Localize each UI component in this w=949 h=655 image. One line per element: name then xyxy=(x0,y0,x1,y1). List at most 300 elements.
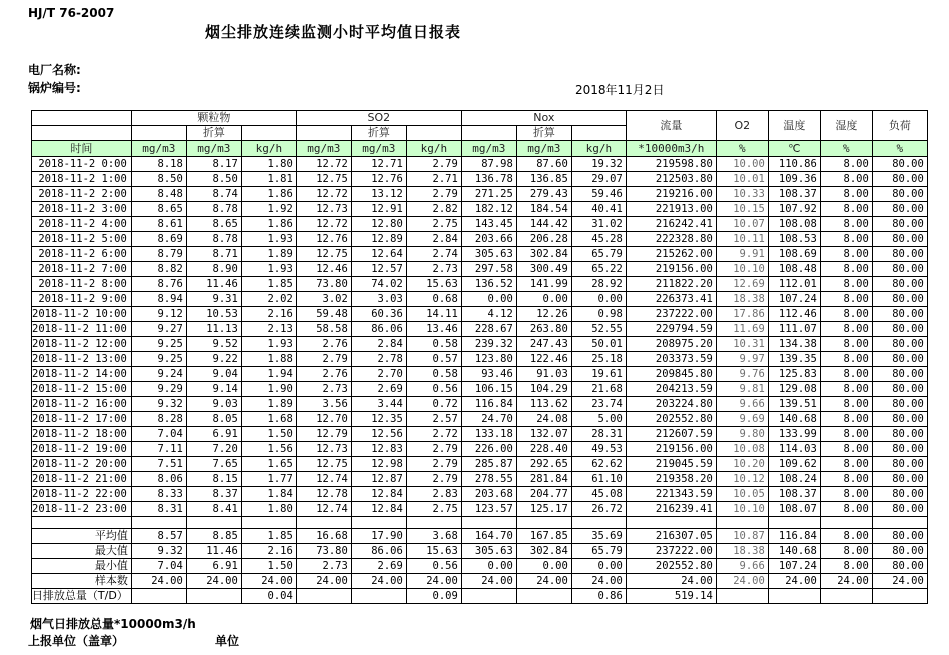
summary-value-cell: 237222.00 xyxy=(626,544,716,559)
value-cell: 0.68 xyxy=(406,292,461,307)
time-cell: 2018-11-2 22:00 xyxy=(32,487,132,502)
value-cell: 7.65 xyxy=(186,457,241,472)
value-cell: 1.89 xyxy=(241,397,296,412)
value-cell: 108.24 xyxy=(768,472,820,487)
table-row xyxy=(32,277,928,292)
summary-value-cell: 18.38 xyxy=(716,544,768,559)
value-cell: 9.22 xyxy=(186,352,241,367)
value-cell: 8.94 xyxy=(131,292,186,307)
value-cell: 2.79 xyxy=(406,187,461,202)
value-cell: 8.00 xyxy=(820,157,872,172)
unit-cell: mg/m3 xyxy=(131,141,186,157)
spacer-cell xyxy=(571,517,626,529)
unit-cell: mg/m3 xyxy=(516,141,571,157)
table-row xyxy=(32,397,928,412)
value-cell: 80.00 xyxy=(872,502,927,517)
value-cell: 8.00 xyxy=(820,307,872,322)
value-cell: 12.71 xyxy=(351,157,406,172)
value-cell: 0.00 xyxy=(516,292,571,307)
time-cell: 2018-11-2 16:00 xyxy=(32,397,132,412)
value-cell: 8.00 xyxy=(820,277,872,292)
value-cell: 8.00 xyxy=(820,322,872,337)
value-cell: 9.91 xyxy=(716,247,768,262)
value-cell: 202552.80 xyxy=(626,412,716,427)
value-cell: 108.53 xyxy=(768,232,820,247)
value-cell: 10.07 xyxy=(716,217,768,232)
value-cell: 3.03 xyxy=(351,292,406,307)
value-cell: 12.69 xyxy=(716,277,768,292)
col-humidity: 湿度 xyxy=(820,111,872,141)
value-cell: 2.16 xyxy=(241,307,296,322)
value-cell: 8.37 xyxy=(186,487,241,502)
summary-value-cell: 24.00 xyxy=(716,574,768,589)
unit-cell: kg/h xyxy=(571,141,626,157)
summary-value-cell: 519.14 xyxy=(626,589,716,604)
value-cell: 203.68 xyxy=(461,487,516,502)
col-group-pm: 颗粒物 xyxy=(131,111,296,126)
unit-cell: mg/m3 xyxy=(461,141,516,157)
value-cell: 9.14 xyxy=(186,382,241,397)
value-cell: 2.13 xyxy=(241,322,296,337)
value-cell: 292.65 xyxy=(516,457,571,472)
value-cell: 203.66 xyxy=(461,232,516,247)
value-cell: 8.41 xyxy=(186,502,241,517)
value-cell: 12.89 xyxy=(351,232,406,247)
value-cell: 73.80 xyxy=(296,277,351,292)
value-cell: 12.72 xyxy=(296,187,351,202)
value-cell: 2.78 xyxy=(351,352,406,367)
value-cell: 302.84 xyxy=(516,247,571,262)
value-cell: 52.55 xyxy=(571,322,626,337)
summary-value-cell: 24.00 xyxy=(406,574,461,589)
value-cell: 140.68 xyxy=(768,412,820,427)
value-cell: 18.38 xyxy=(716,292,768,307)
value-cell: 10.33 xyxy=(716,187,768,202)
value-cell: 8.00 xyxy=(820,487,872,502)
summary-value-cell: 202552.80 xyxy=(626,559,716,574)
table-row xyxy=(32,457,928,472)
value-cell: 8.28 xyxy=(131,412,186,427)
value-cell: 139.35 xyxy=(768,352,820,367)
summary-value-cell: 65.79 xyxy=(571,544,626,559)
value-cell: 11.13 xyxy=(186,322,241,337)
table-row xyxy=(32,232,928,247)
value-cell: 11.69 xyxy=(716,322,768,337)
plant-name-label: 电厂名称: xyxy=(28,63,81,77)
col-flow: 流量 xyxy=(626,111,716,141)
value-cell: 108.08 xyxy=(768,217,820,232)
value-cell: 1.86 xyxy=(241,217,296,232)
table-row xyxy=(32,487,928,502)
reporting-unit-label: 上报单位（盖章） xyxy=(28,634,125,648)
value-cell: 1.84 xyxy=(241,487,296,502)
table-row xyxy=(32,382,928,397)
value-cell: 29.07 xyxy=(571,172,626,187)
value-cell: 125.17 xyxy=(516,502,571,517)
value-cell: 0.58 xyxy=(406,337,461,352)
value-cell: 281.84 xyxy=(516,472,571,487)
value-cell: 12.78 xyxy=(296,487,351,502)
value-cell: 8.65 xyxy=(186,217,241,232)
value-cell: 1.80 xyxy=(241,502,296,517)
spacer-cell xyxy=(716,517,768,529)
value-cell: 136.52 xyxy=(461,277,516,292)
value-cell: 125.83 xyxy=(768,367,820,382)
summary-row xyxy=(32,529,928,544)
value-cell: 9.29 xyxy=(131,382,186,397)
table-row xyxy=(32,247,928,262)
spacer-cell xyxy=(571,126,626,141)
value-cell: 8.00 xyxy=(820,352,872,367)
spacer-cell xyxy=(296,517,351,529)
time-cell: 2018-11-2 17:00 xyxy=(32,412,132,427)
table-row xyxy=(32,337,928,352)
summary-label-cell xyxy=(32,589,132,604)
value-cell: 8.15 xyxy=(186,472,241,487)
unit-cell: % xyxy=(820,141,872,157)
summary-value-cell xyxy=(820,589,872,604)
table-row xyxy=(32,412,928,427)
value-cell: 15.63 xyxy=(406,277,461,292)
value-cell: 8.69 xyxy=(131,232,186,247)
value-cell: 12.72 xyxy=(296,217,351,232)
summary-value-cell: 9.32 xyxy=(131,544,186,559)
spacer-cell xyxy=(820,517,872,529)
value-cell: 86.06 xyxy=(351,322,406,337)
value-cell: 209845.80 xyxy=(626,367,716,382)
unit-cell: % xyxy=(872,141,927,157)
value-cell: 133.18 xyxy=(461,427,516,442)
col-load: 负荷 xyxy=(872,111,927,141)
value-cell: 28.31 xyxy=(571,427,626,442)
value-cell: 206.28 xyxy=(516,232,571,247)
value-cell: 80.00 xyxy=(872,157,927,172)
value-cell: 216239.41 xyxy=(626,502,716,517)
value-cell: 129.08 xyxy=(768,382,820,397)
value-cell: 7.51 xyxy=(131,457,186,472)
value-cell: 247.43 xyxy=(516,337,571,352)
value-cell: 110.86 xyxy=(768,157,820,172)
value-cell: 8.33 xyxy=(131,487,186,502)
value-cell: 1.89 xyxy=(241,247,296,262)
value-cell: 2.73 xyxy=(296,382,351,397)
value-cell: 8.00 xyxy=(820,502,872,517)
value-cell: 2.84 xyxy=(351,337,406,352)
value-cell: 219598.80 xyxy=(626,157,716,172)
value-cell: 12.73 xyxy=(296,202,351,217)
summary-label-cell xyxy=(32,559,132,574)
value-cell: 10.10 xyxy=(716,502,768,517)
summary-value-cell: 11.46 xyxy=(186,544,241,559)
value-cell: 3.56 xyxy=(296,397,351,412)
value-cell: 10.10 xyxy=(716,262,768,277)
value-cell: 12.74 xyxy=(296,502,351,517)
value-cell: 203373.59 xyxy=(626,352,716,367)
value-cell: 8.00 xyxy=(820,172,872,187)
value-cell: 91.03 xyxy=(516,367,571,382)
value-cell: 80.00 xyxy=(872,202,927,217)
unit-cell: kg/h xyxy=(406,141,461,157)
standard-number: HJ/T 76-2007 xyxy=(28,6,115,20)
value-cell: 1.81 xyxy=(241,172,296,187)
table-row xyxy=(32,307,928,322)
spacer-cell xyxy=(186,517,241,529)
spacer-cell xyxy=(406,517,461,529)
value-cell: 8.71 xyxy=(186,247,241,262)
value-cell: 106.15 xyxy=(461,382,516,397)
value-cell: 2.71 xyxy=(406,172,461,187)
summary-value-cell: 24.00 xyxy=(461,574,516,589)
value-cell: 80.00 xyxy=(872,427,927,442)
value-cell: 80.00 xyxy=(872,307,927,322)
summary-value-cell: 164.70 xyxy=(461,529,516,544)
summary-value-cell: 24.00 xyxy=(872,574,927,589)
summary-value-cell xyxy=(131,589,186,604)
summary-value-cell: 24.00 xyxy=(241,574,296,589)
summary-value-cell: 24.00 xyxy=(626,574,716,589)
value-cell: 12.98 xyxy=(351,457,406,472)
table-row xyxy=(32,202,928,217)
summary-value-cell: 0.09 xyxy=(406,589,461,604)
value-cell: 0.00 xyxy=(461,292,516,307)
value-cell: 2.79 xyxy=(406,457,461,472)
value-cell: 80.00 xyxy=(872,322,927,337)
value-cell: 7.11 xyxy=(131,442,186,457)
summary-value-cell: 0.04 xyxy=(241,589,296,604)
value-cell: 107.92 xyxy=(768,202,820,217)
unit-cell: mg/m3 xyxy=(351,141,406,157)
table-row xyxy=(32,502,928,517)
value-cell: 141.99 xyxy=(516,277,571,292)
value-cell: 80.00 xyxy=(872,487,927,502)
summary-value-cell: 0.56 xyxy=(406,559,461,574)
summary-value-cell xyxy=(716,589,768,604)
value-cell: 80.00 xyxy=(872,172,927,187)
summary-value-cell: 24.00 xyxy=(820,574,872,589)
value-cell: 80.00 xyxy=(872,337,927,352)
value-cell: 9.03 xyxy=(186,397,241,412)
time-cell: 2018-11-2 4:00 xyxy=(32,217,132,232)
value-cell: 0.56 xyxy=(406,382,461,397)
value-cell: 229794.59 xyxy=(626,322,716,337)
summary-label: 日排放总量（T/D） xyxy=(31,589,128,602)
value-cell: 104.29 xyxy=(516,382,571,397)
value-cell: 219156.00 xyxy=(626,262,716,277)
time-cell: 2018-11-2 19:00 xyxy=(32,442,132,457)
value-cell: 1.90 xyxy=(241,382,296,397)
value-cell: 2.82 xyxy=(406,202,461,217)
time-cell: 2018-11-2 3:00 xyxy=(32,202,132,217)
table-row xyxy=(32,157,928,172)
value-cell: 2.75 xyxy=(406,217,461,232)
value-cell: 136.78 xyxy=(461,172,516,187)
value-cell: 1.80 xyxy=(241,157,296,172)
value-cell: 9.12 xyxy=(131,307,186,322)
unit-cell: ℃ xyxy=(768,141,820,157)
value-cell: 109.36 xyxy=(768,172,820,187)
summary-value-cell: 0.00 xyxy=(516,559,571,574)
value-cell: 8.48 xyxy=(131,187,186,202)
value-cell: 0.57 xyxy=(406,352,461,367)
value-cell: 9.69 xyxy=(716,412,768,427)
value-cell: 80.00 xyxy=(872,217,927,232)
value-cell: 23.74 xyxy=(571,397,626,412)
value-cell: 80.00 xyxy=(872,247,927,262)
unit-label: 单位 xyxy=(215,634,240,648)
time-cell: 2018-11-2 7:00 xyxy=(32,262,132,277)
value-cell: 45.08 xyxy=(571,487,626,502)
summary-value-cell: 24.00 xyxy=(131,574,186,589)
value-cell: 8.06 xyxy=(131,472,186,487)
value-cell: 123.57 xyxy=(461,502,516,517)
value-cell: 9.04 xyxy=(186,367,241,382)
value-cell: 8.78 xyxy=(186,232,241,247)
table-row xyxy=(32,262,928,277)
value-cell: 2.74 xyxy=(406,247,461,262)
value-cell: 212503.80 xyxy=(626,172,716,187)
value-cell: 6.91 xyxy=(186,427,241,442)
value-cell: 0.98 xyxy=(571,307,626,322)
time-cell: 2018-11-2 6:00 xyxy=(32,247,132,262)
value-cell: 8.00 xyxy=(820,217,872,232)
table-row xyxy=(32,172,928,187)
summary-value-cell: 24.00 xyxy=(351,574,406,589)
spacer-cell xyxy=(516,517,571,529)
table-row xyxy=(32,367,928,382)
value-cell: 300.49 xyxy=(516,262,571,277)
value-cell: 19.61 xyxy=(571,367,626,382)
value-cell: 80.00 xyxy=(872,277,927,292)
value-cell: 9.25 xyxy=(131,352,186,367)
value-cell: 2.70 xyxy=(351,367,406,382)
summary-value-cell: 80.00 xyxy=(872,559,927,574)
time-header-spacer xyxy=(32,111,132,126)
value-cell: 1.85 xyxy=(241,277,296,292)
report-table xyxy=(31,110,928,604)
value-cell: 8.79 xyxy=(131,247,186,262)
time-cell: 2018-11-2 20:00 xyxy=(32,457,132,472)
value-cell: 8.00 xyxy=(820,382,872,397)
value-cell: 12.75 xyxy=(296,172,351,187)
value-cell: 12.70 xyxy=(296,412,351,427)
time-cell: 2018-11-2 0:00 xyxy=(32,157,132,172)
summary-value-cell: 167.85 xyxy=(516,529,571,544)
value-cell: 25.18 xyxy=(571,352,626,367)
value-cell: 10.31 xyxy=(716,337,768,352)
summary-value-cell: 17.90 xyxy=(351,529,406,544)
value-cell: 108.37 xyxy=(768,187,820,202)
value-cell: 8.05 xyxy=(186,412,241,427)
time-cell: 2018-11-2 23:00 xyxy=(32,502,132,517)
summary-value-cell: 0.00 xyxy=(571,559,626,574)
value-cell: 8.00 xyxy=(820,232,872,247)
summary-value-cell xyxy=(461,589,516,604)
value-cell: 1.65 xyxy=(241,457,296,472)
value-cell: 12.80 xyxy=(351,217,406,232)
value-cell: 9.27 xyxy=(131,322,186,337)
value-cell: 10.08 xyxy=(716,442,768,457)
table-row xyxy=(32,352,928,367)
value-cell: 80.00 xyxy=(872,262,927,277)
value-cell: 9.24 xyxy=(131,367,186,382)
value-cell: 12.72 xyxy=(296,157,351,172)
spacer-cell xyxy=(406,126,461,141)
value-cell: 80.00 xyxy=(872,232,927,247)
summary-value-cell: 2.16 xyxy=(241,544,296,559)
summary-value-cell: 116.84 xyxy=(768,529,820,544)
summary-value-cell: 24.00 xyxy=(571,574,626,589)
value-cell: 8.00 xyxy=(820,397,872,412)
value-cell: 12.76 xyxy=(296,232,351,247)
summary-value-cell: 302.84 xyxy=(516,544,571,559)
summary-label-cell xyxy=(32,574,132,589)
summary-value-cell: 73.80 xyxy=(296,544,351,559)
report-date: 2018年11月2日 xyxy=(575,83,665,97)
value-cell: 9.52 xyxy=(186,337,241,352)
value-cell: 2.79 xyxy=(296,352,351,367)
value-cell: 8.18 xyxy=(131,157,186,172)
value-cell: 10.20 xyxy=(716,457,768,472)
value-cell: 80.00 xyxy=(872,382,927,397)
summary-value-cell: 0.00 xyxy=(461,559,516,574)
value-cell: 10.12 xyxy=(716,472,768,487)
value-cell: 0.58 xyxy=(406,367,461,382)
value-cell: 132.07 xyxy=(516,427,571,442)
value-cell: 9.25 xyxy=(131,337,186,352)
value-cell: 228.67 xyxy=(461,322,516,337)
summary-value-cell: 9.66 xyxy=(716,559,768,574)
summary-value-cell: 24.00 xyxy=(768,574,820,589)
value-cell: 24.70 xyxy=(461,412,516,427)
value-cell: 2.57 xyxy=(406,412,461,427)
value-cell: 10.01 xyxy=(716,172,768,187)
value-cell: 45.28 xyxy=(571,232,626,247)
value-cell: 237222.00 xyxy=(626,307,716,322)
summary-value-cell: 8.00 xyxy=(820,559,872,574)
summary-label: 最大值 xyxy=(94,544,128,557)
value-cell: 211822.20 xyxy=(626,277,716,292)
value-cell: 204.77 xyxy=(516,487,571,502)
value-cell: 87.98 xyxy=(461,157,516,172)
value-cell: 8.76 xyxy=(131,277,186,292)
unit-cell: kg/h xyxy=(241,141,296,157)
value-cell: 12.75 xyxy=(296,247,351,262)
spacer-cell xyxy=(32,126,132,141)
value-cell: 8.00 xyxy=(820,442,872,457)
value-cell: 13.46 xyxy=(406,322,461,337)
value-cell: 21.68 xyxy=(571,382,626,397)
unit-cell: % xyxy=(716,141,768,157)
summary-value-cell xyxy=(186,589,241,604)
value-cell: 8.00 xyxy=(820,427,872,442)
value-cell: 8.00 xyxy=(820,202,872,217)
pm-converted-label: 折算 xyxy=(186,126,241,141)
value-cell: 12.84 xyxy=(351,487,406,502)
value-cell: 8.65 xyxy=(131,202,186,217)
value-cell: 9.80 xyxy=(716,427,768,442)
table-row xyxy=(32,187,928,202)
value-cell: 112.46 xyxy=(768,307,820,322)
value-cell: 212607.59 xyxy=(626,427,716,442)
spacer-cell xyxy=(461,517,516,529)
value-cell: 182.12 xyxy=(461,202,516,217)
value-cell: 9.97 xyxy=(716,352,768,367)
spacer-cell xyxy=(872,517,927,529)
value-cell: 9.76 xyxy=(716,367,768,382)
value-cell: 80.00 xyxy=(872,352,927,367)
value-cell: 3.02 xyxy=(296,292,351,307)
value-cell: 1.56 xyxy=(241,442,296,457)
